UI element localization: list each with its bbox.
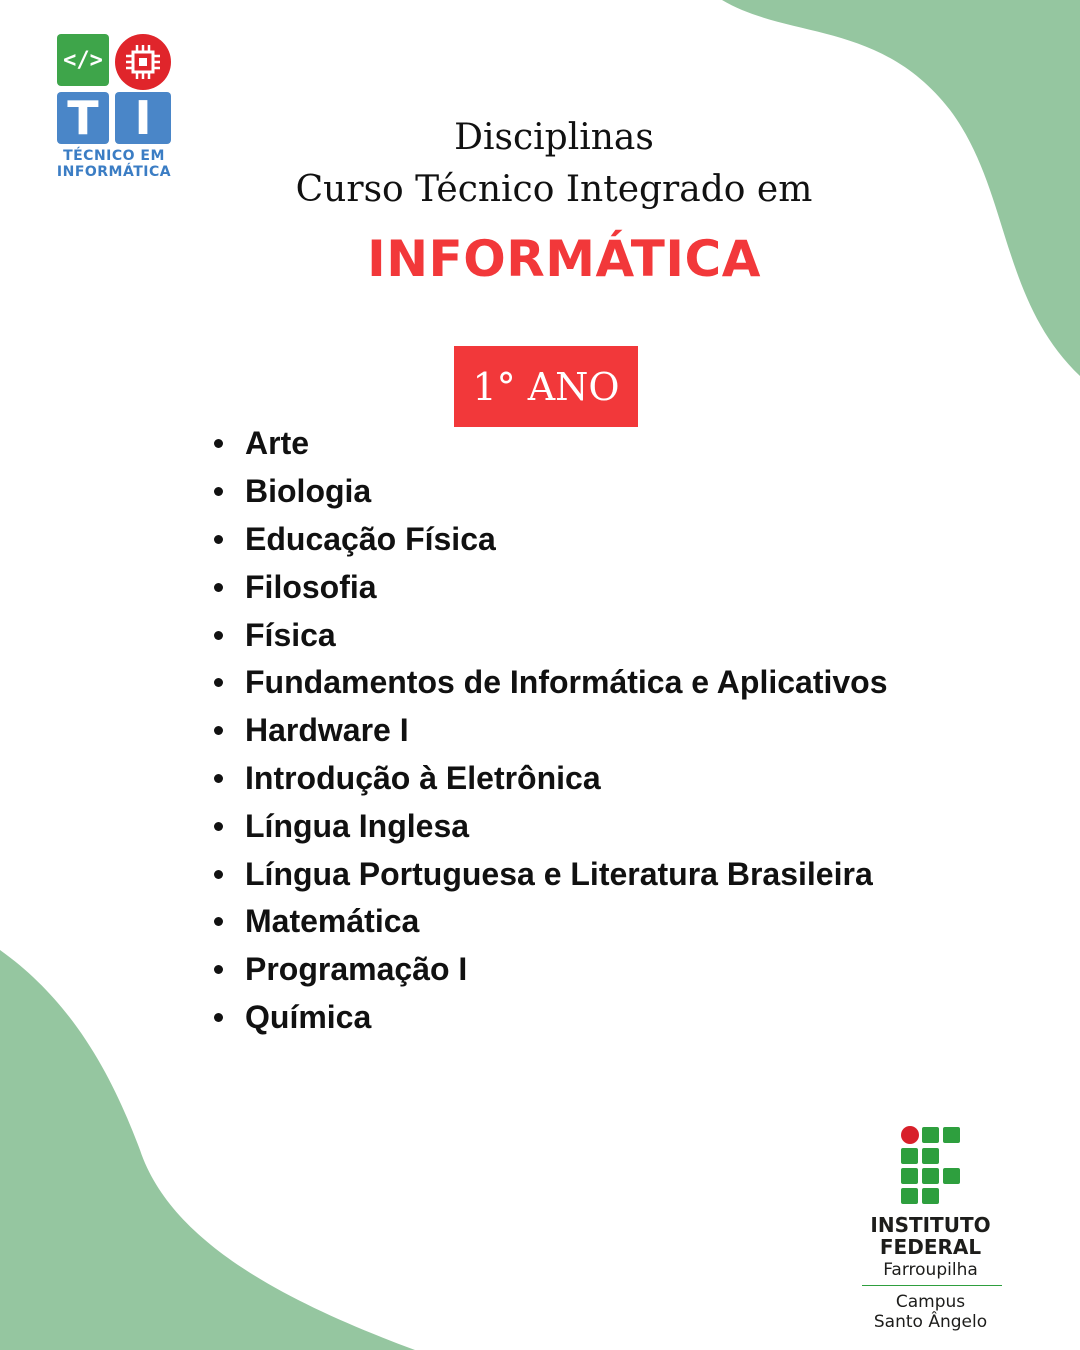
instituto-federal-logo — [860, 1124, 1005, 1339]
bullet-icon — [214, 726, 223, 735]
code-icon: </> — [57, 34, 109, 86]
list-item: Fundamentos de Informática e Aplicativos — [214, 659, 888, 707]
list-item: Programação I — [214, 946, 888, 994]
list-item: Hardware I — [214, 707, 888, 755]
letter-i-tile: I — [115, 92, 171, 144]
if-name-line3: Farroupilha — [883, 1260, 978, 1280]
bullet-icon — [214, 870, 223, 879]
letter-t-tile: T — [57, 92, 109, 144]
list-item: Educação Física — [214, 516, 888, 564]
if-name-line2: FEDERAL — [879, 1235, 982, 1259]
bullet-icon — [214, 631, 223, 640]
bullet-icon — [214, 487, 223, 496]
list-item: Língua Portuguesa e Literatura Brasileira — [214, 850, 888, 898]
divider — [862, 1285, 1002, 1286]
campus-city: Santo Ângelo — [873, 1312, 988, 1332]
heading-course-type: Curso Técnico Integrado em — [295, 169, 813, 210]
bullet-icon — [214, 678, 223, 687]
list-item: Introdução à Eletrônica — [214, 755, 888, 803]
list-item: Matemática — [214, 898, 888, 946]
list-item: Arte — [214, 420, 888, 468]
bullet-icon — [214, 774, 223, 783]
bullet-icon — [214, 439, 223, 448]
list-item: Física — [214, 611, 888, 659]
campus-label: Campus — [895, 1292, 966, 1312]
list-item: Biologia — [214, 468, 888, 516]
course-title: INFORMÁTICA — [367, 230, 761, 288]
if-name-line1: INSTITUTO — [870, 1213, 991, 1237]
year-badge: 1° ANO — [454, 346, 638, 427]
bullet-icon — [214, 583, 223, 592]
chip-icon — [115, 34, 171, 90]
list-item: Língua Inglesa — [214, 802, 888, 850]
bullet-icon — [214, 822, 223, 831]
list-item: Química — [214, 994, 888, 1042]
bullet-icon — [214, 917, 223, 926]
bullet-icon — [214, 1013, 223, 1022]
bullet-icon — [214, 535, 223, 544]
list-item: Filosofia — [214, 563, 888, 611]
ti-logo-caption: TÉCNICO EM INFORMÁTICA — [56, 148, 172, 180]
subject-list — [214, 420, 888, 1041]
bullet-icon — [214, 965, 223, 974]
heading-disciplinas: Disciplinas — [454, 117, 654, 158]
